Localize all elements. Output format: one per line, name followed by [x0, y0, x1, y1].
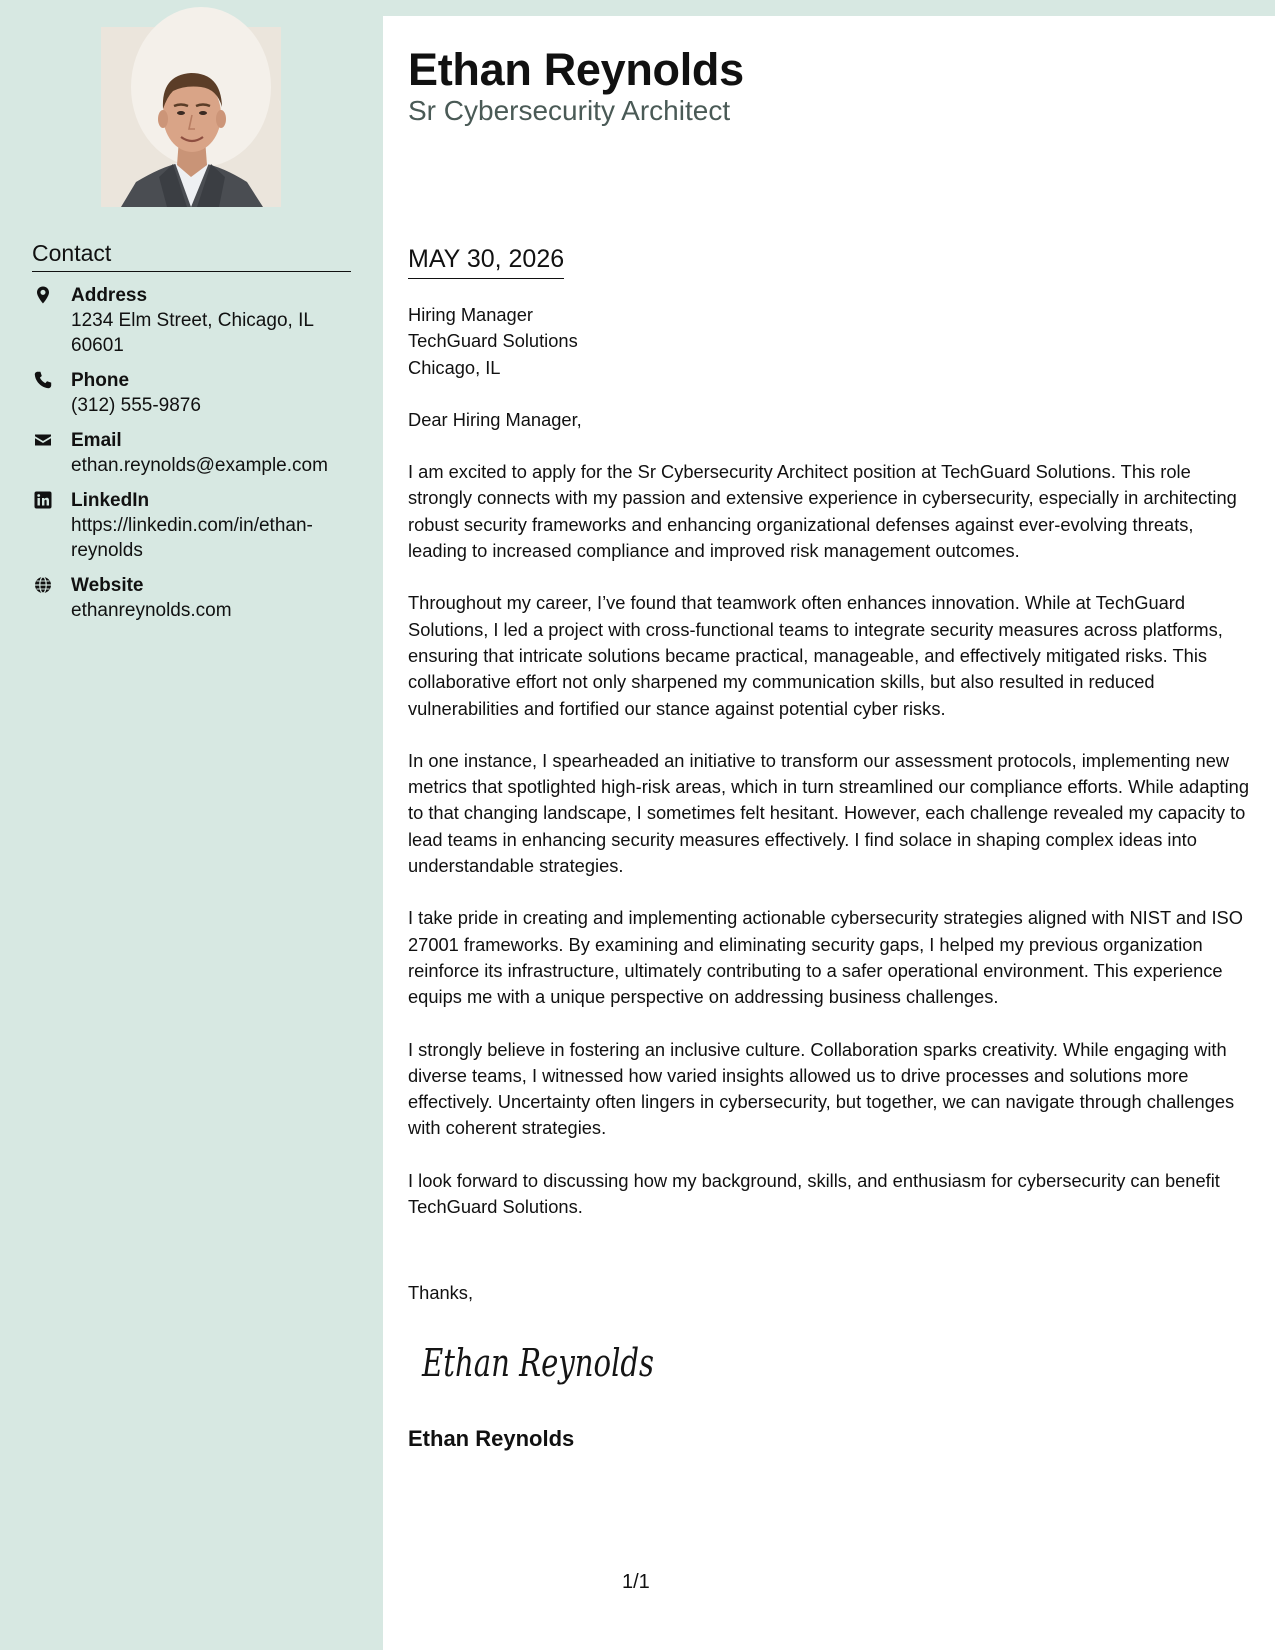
applicant-name: Ethan Reynolds: [408, 44, 744, 95]
sidebar: [0, 0, 383, 1650]
letter-paragraph: I am excited to apply for the Sr Cybersecurity Architect position at TechGuard Solutions. This role strongly connects with my passion and extensive experience in cybersecurity, especially in architecting robust security frameworks and enhancing organizational defenses against ever-evolving threats, leading to increased compliance and improved risk management outcomes.: [408, 461, 1237, 562]
contact-label: Phone: [71, 370, 130, 391]
contact-list: [32, 283, 352, 633]
contact-address: [32, 283, 352, 358]
recipient-line: TechGuard Solutions: [408, 330, 578, 352]
recipient-line: Chicago, IL: [408, 356, 501, 378]
closing: Thanks,: [408, 1282, 474, 1303]
letter-paragraph: In one instance, I spearheaded an initiative to transform our assessment protocols, implementing new metrics that spotlighted high-risk areas, which in turn streamlined our compliance efforts. While adapting to that changing landscape, I sometimes felt hesitant. However, each challenge revealed my capacity to lead teams in enhancing security measures effectively. I find solace in shaping complex ideas into understandable strategies.: [408, 749, 1249, 877]
applicant-role: Sr Cybersecurity Architect: [408, 95, 731, 126]
email-icon: [34, 431, 52, 449]
letter-paragraph: I take pride in creating and implementing actionable cybersecurity strategies aligned with NIST and ISO 27001 frameworks. By examining and eliminating security gaps, I helped my previous organization reinforce its infrastructure, ultimately contributing to a safer operational environment. This experience equips me with a unique perspective on addressing business challenges.: [408, 907, 1243, 1008]
contact-heading: Contact: [32, 240, 351, 272]
recipient-line: Hiring Manager: [408, 304, 533, 325]
letter-paragraph: Throughout my career, I’ve found that teamwork often enhances innovation. While at TechGuard Solutions, I led a project with cross-functional teams to integrate security measures across platforms, ensuring that intricate solutions became practical, manageable, and effectively mitigated risks. This collaborative effort not only sharpened my communication skills, but also resulted in reduced vulnerabilities and fortified our stance against potential cyber risks.: [408, 592, 1223, 719]
signature-text: Ethan Reynolds: [421, 1341, 654, 1385]
contact-label: Address: [71, 285, 148, 306]
contact-website: [32, 573, 352, 623]
contact-value[interactable]: ethan.reynolds@example.com: [71, 455, 328, 476]
letter-paragraph: I strongly believe in fostering an inclusive culture. Collaboration sparks creativity. While engaging with diverse teams, I witnessed how varied insights allowed us to drive processes and solutions more effectively. Uncertainty often lingers in cybersecurity, but together, we can navigate through challenges with coherent strategies.: [408, 1038, 1235, 1139]
contact-value[interactable]: ethanreynolds.com: [71, 600, 232, 621]
letter-paragraph: I look forward to discussing how my background, skills, and enthusiasm for cybersecurity can benefit TechGuard Solutions.: [408, 1169, 1220, 1218]
profile-photo-illustration: [101, 27, 281, 207]
recipient-block: [408, 302, 1253, 381]
contact-email: [32, 428, 352, 478]
location-pin-icon: [34, 286, 52, 304]
linkedin-icon: [34, 491, 52, 509]
profile-photo: [101, 27, 281, 207]
contact-value[interactable]: https://linkedin.com/in/ethan-reynolds: [71, 515, 313, 561]
phone-icon: [34, 371, 52, 389]
contact-linkedin: [32, 488, 352, 563]
contact-phone: [32, 368, 352, 418]
contact-value: 1234 Elm Street, Chicago, IL 60601: [71, 310, 314, 356]
signer-name: Ethan Reynolds: [408, 1426, 575, 1451]
globe-icon: [34, 576, 52, 594]
contact-label: LinkedIn: [71, 490, 150, 511]
handwritten-signature: [420, 1332, 660, 1392]
letter-date: MAY 30, 2026: [408, 243, 564, 279]
contact-label: Email: [71, 430, 122, 451]
letter-content: [408, 302, 1253, 1246]
contact-label: Website: [71, 575, 144, 596]
contact-value: (312) 555-9876: [71, 395, 201, 416]
salutation: Dear Hiring Manager,: [408, 408, 582, 430]
page-number: 1/1: [622, 1571, 650, 1593]
